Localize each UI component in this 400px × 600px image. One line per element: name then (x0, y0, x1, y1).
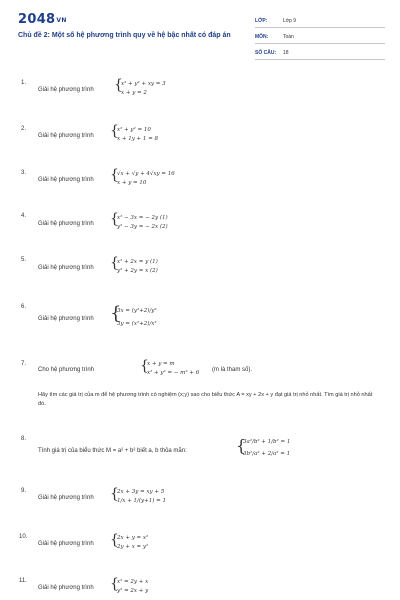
question-number: 1. (21, 80, 27, 86)
question-text: Giải hệ phương trình (38, 221, 94, 227)
system-brace: { (110, 167, 119, 183)
equation-system (117, 488, 166, 506)
equation-line: 3a²/b² + 1/b² = 1 (243, 439, 291, 445)
meta-value: Toán (283, 34, 294, 40)
system-brace: { (140, 358, 149, 374)
question-number: 7. (21, 361, 27, 367)
meta-label: MÔN: (255, 34, 269, 40)
question-description: Hãy tìm các giá trị của m để hệ phương trình có nghiệm (x;y) sao cho biểu thức A = xy + 2x + y đạt giá trị nhỏ nhất. Tìm giá trị nhỏ nhất đó. (38, 392, 373, 407)
equation-line: 2y + x = y² (117, 544, 149, 550)
equation-line: x + 1y + 1 = 8 (117, 136, 159, 142)
question-text: Giải hệ phương trình (38, 541, 94, 547)
logo-text: 2048 (18, 12, 56, 27)
question-suffix: (m là tham số). (212, 367, 253, 373)
meta-label: SỐ CÂU: (255, 50, 277, 56)
question-text: Giải hệ phương trình (38, 316, 94, 322)
system-brace: { (110, 211, 119, 227)
equation-line: √x + √y + 4√xy = 16 (117, 171, 175, 177)
question-number: 5. (21, 257, 27, 263)
site-logo[interactable] (18, 12, 67, 27)
equation-system (117, 534, 148, 552)
equation-line: x² + y² = 10 (117, 127, 151, 133)
question-text: Giải hệ phương trình (38, 495, 94, 501)
system-brace: { (110, 576, 119, 592)
question-text: Cho hệ phương trình (38, 367, 94, 373)
meta-label: LỚP: (255, 18, 268, 24)
question-number: 3. (21, 170, 27, 176)
equation-system (117, 258, 158, 276)
equation-line: 2x + 3y = xy + 5 (117, 489, 165, 495)
question-text: Giải hệ phương trình (38, 177, 94, 183)
system-brace: { (110, 123, 119, 139)
equation-line: 3y = (x²+2)/x² (117, 321, 157, 327)
equation-system (243, 438, 290, 462)
equation-system (117, 307, 157, 333)
question-number: 6. (21, 304, 27, 310)
worksheet-meta (255, 14, 385, 62)
equation-line: y² − 3y = − 2x (2) (117, 224, 168, 230)
meta-row-subject (255, 30, 385, 44)
meta-row-class (255, 14, 385, 28)
question-number: 8. (21, 436, 27, 442)
system-brace: { (236, 436, 247, 455)
equation-system (147, 360, 199, 378)
equation-system (121, 80, 166, 98)
meta-value: Lớp 9 (283, 18, 297, 24)
question-number: 2. (21, 126, 27, 132)
equation-line: x² − 3x = − 2y (1) (117, 215, 168, 221)
equation-line: 2x + y = x² (117, 535, 149, 541)
equation-system (117, 126, 158, 144)
question-number: 9. (21, 488, 27, 494)
meta-value: 18 (283, 50, 289, 56)
question-text: Giải hệ phương trình (38, 133, 94, 139)
system-brace: { (114, 77, 123, 93)
question-text: Giải hệ phương trình (38, 265, 94, 271)
equation-line: y² = 2x + y (117, 588, 149, 594)
system-brace: { (110, 255, 119, 271)
question-number: 4. (21, 213, 27, 219)
equation-system (117, 578, 148, 596)
question-text: Giải hệ phương trình (38, 585, 94, 591)
worksheet-header (0, 0, 400, 70)
equation-line: x² + y² + xy = 3 (121, 81, 166, 87)
equation-system (117, 170, 175, 188)
equation-line: 3b²/a² + 2/a² = 1 (243, 451, 291, 457)
equation-line: x + y = 10 (117, 180, 147, 186)
equation-line: x + y = 2 (121, 90, 147, 96)
system-brace: { (110, 303, 122, 324)
meta-row-count (255, 46, 385, 60)
question-text: Tính giá trị của biểu thức M = a² + b² biết a, b thỏa mãn: (38, 448, 187, 454)
question-number: 10. (19, 534, 28, 540)
logo-suffix: VN (56, 17, 67, 24)
equation-line: 1/x + 1/(y+1) = 1 (117, 498, 167, 504)
equation-line: x + y = m (147, 361, 175, 367)
system-brace: { (110, 486, 119, 502)
equation-line: y² + 2y = x (2) (117, 268, 158, 274)
question-number: 11. (19, 578, 27, 584)
question-text: Giải hệ phương trình (38, 87, 94, 93)
system-brace: { (110, 532, 119, 548)
equation-line: x² + y² = − m² + 6 (147, 370, 200, 376)
worksheet-title: Chủ đề 2: Một số hệ phương trình quy về hệ bậc nhất có đáp án (18, 32, 231, 39)
equation-system (117, 214, 168, 232)
equation-line: x² = 2y + x (117, 579, 149, 585)
equation-line: x² + 2x = y (1) (117, 259, 158, 265)
equation-line: 3x = (y²+2)/y² (117, 308, 157, 314)
